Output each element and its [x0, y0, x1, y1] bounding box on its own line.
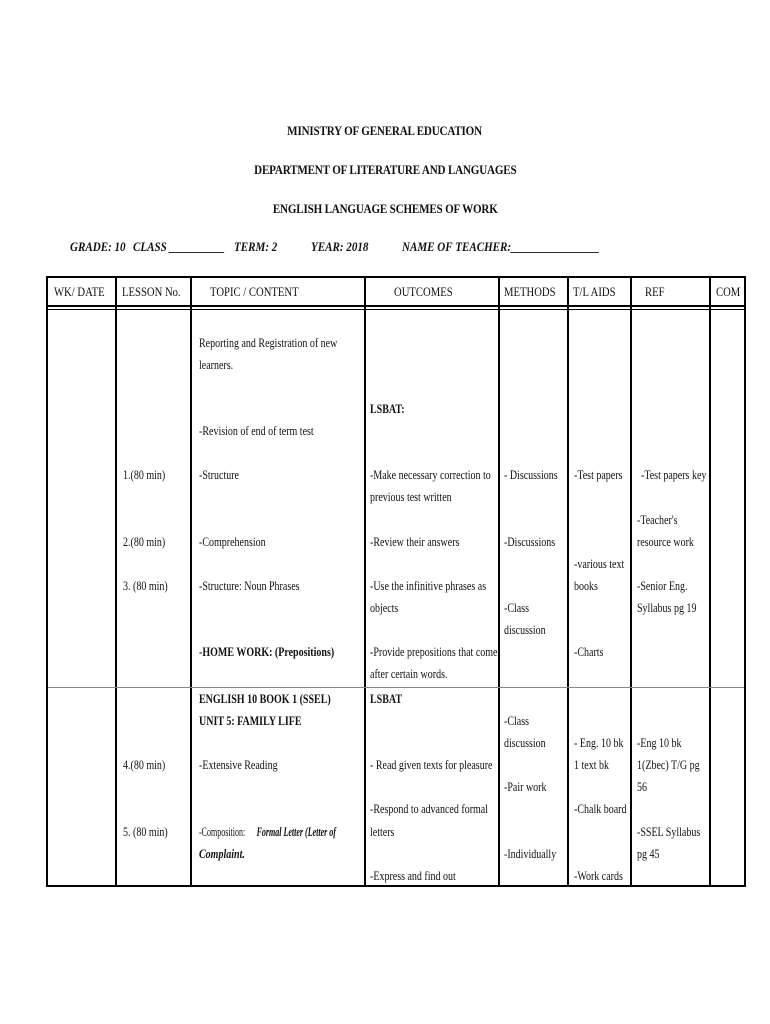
homework-text: -HOME WORK: (Prepositions)	[199, 645, 335, 659]
ref-text: -Test papers key	[641, 468, 707, 482]
outcome-text: -Use the infinitive phrases as	[370, 579, 487, 593]
method-text: discussion	[504, 623, 546, 637]
topic-text: -Extensive Reading	[199, 758, 278, 772]
outcome-text: -Review their answers	[370, 535, 460, 549]
lsbat-label: LSBAT:	[370, 402, 405, 416]
ref-text: 56	[637, 780, 647, 794]
header-com: COM	[716, 284, 741, 299]
ref-text: Syllabus pg 19	[637, 601, 697, 615]
method-text: -Individually	[504, 847, 557, 861]
col-divider	[190, 278, 192, 885]
header-methods: METHODS	[504, 284, 556, 299]
aid-text: - Eng. 10 bk	[574, 736, 624, 750]
topic-text: -Structure: Noun Phrases	[199, 579, 300, 593]
aid-text: -Chalk board	[574, 802, 627, 816]
method-text: - Discussions	[504, 468, 558, 482]
term-label: TERM: 2	[234, 239, 278, 254]
topic-text: Complaint.	[199, 847, 245, 861]
grade-label: GRADE: 10	[70, 239, 126, 254]
aid-text: -various text	[574, 557, 625, 571]
ref-text: 1(Zbec) T/G pg	[637, 758, 700, 772]
lesson-number: 5. (80 min)	[123, 825, 168, 839]
aid-text: 1 text bk	[574, 758, 609, 772]
header-ref: REF	[645, 284, 665, 299]
ref-text: resource work	[637, 535, 694, 549]
col-divider	[630, 278, 632, 885]
lesson-number: 1.(80 min)	[123, 468, 166, 482]
aid-text: -Charts	[574, 645, 604, 659]
method-text: discussion	[504, 736, 546, 750]
header-topic: TOPIC / CONTENT	[210, 284, 299, 299]
year-label: YEAR: 2018	[311, 239, 369, 254]
lesson-number: 4.(80 min)	[123, 758, 166, 772]
ref-text: -Senior Eng.	[637, 579, 688, 593]
header-divider	[48, 305, 744, 307]
col-divider	[364, 278, 366, 885]
header-divider	[48, 309, 744, 310]
schemes-table	[46, 276, 746, 887]
outcome-text: letters	[370, 825, 395, 839]
outcome-text: previous test written	[370, 490, 452, 504]
header-lesson-no: LESSON No.	[122, 284, 181, 299]
outcome-text: objects	[370, 601, 399, 615]
outcome-text: -Respond to advanced formal	[370, 802, 489, 816]
lesson-number: 3. (80 min)	[123, 579, 168, 593]
outcome-text: - Read given texts for pleasure	[370, 758, 493, 772]
header-tl-aids: T/L AIDS	[573, 284, 616, 299]
header-wk-date: WK/ DATE	[54, 284, 105, 299]
method-text: -Class	[504, 601, 529, 615]
topic-text: -Structure	[199, 468, 239, 482]
col-divider	[567, 278, 569, 885]
ref-text: -SSEL Syllabus	[637, 825, 701, 839]
method-text: -Discussions	[504, 535, 556, 549]
topic-text: Reporting and Registration of new	[199, 336, 338, 350]
topic-text: learners.	[199, 358, 234, 372]
lsbat-label: LSBAT	[370, 692, 403, 706]
topic-text: -Revision of end of term test	[199, 424, 314, 438]
aid-text: books	[574, 579, 598, 593]
col-divider	[709, 278, 711, 885]
method-text: -Class	[504, 714, 529, 728]
outcome-text: -Make necessary correction to	[370, 468, 491, 482]
col-divider	[115, 278, 117, 885]
unit-title: UNIT 5: FAMILY LIFE	[199, 714, 302, 728]
ministry-heading: MINISTRY OF GENERAL EDUCATION	[287, 123, 483, 138]
ref-text: -Teacher's	[637, 513, 678, 527]
department-heading: DEPARTMENT OF LITERATURE AND LANGUAGES	[253, 162, 517, 177]
topic-text: -Comprehension	[199, 535, 266, 549]
method-text: -Pair work	[504, 780, 547, 794]
aid-text: -Work cards	[574, 869, 623, 883]
topic-text: -Composition:Formal Letter (Letter of	[199, 825, 337, 839]
header-outcomes: OUTCOMES	[394, 284, 453, 299]
class-label: CLASS __________	[133, 239, 225, 254]
outcome-text: after certain words.	[370, 667, 448, 681]
teacher-label: NAME OF TEACHER:________________	[402, 239, 600, 254]
document-title: ENGLISH LANGUAGE SCHEMES OF WORK	[272, 201, 498, 216]
ref-text: pg 45	[637, 847, 660, 861]
outcome-text: -Provide prepositions that come	[370, 645, 498, 659]
outcome-text: -Express and find out	[370, 869, 456, 883]
ref-text: -Eng 10 bk	[637, 736, 682, 750]
book-title: ENGLISH 10 BOOK 1 (SSEL)	[199, 692, 331, 706]
aid-text: -Test papers	[574, 468, 623, 482]
lesson-number: 2.(80 min)	[123, 535, 166, 549]
